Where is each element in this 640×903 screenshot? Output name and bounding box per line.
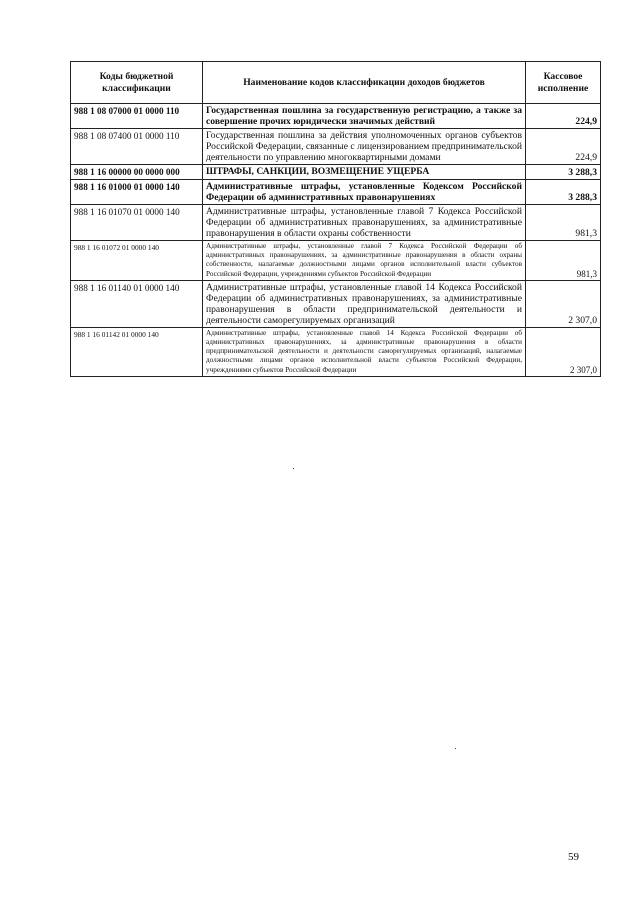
row-code: 988 1 16 01142 01 0000 140 (71, 327, 203, 376)
row-sum: 981,3 (526, 241, 601, 281)
row-code: 988 1 08 07000 01 0000 110 (71, 104, 203, 129)
header-budget-codes: Коды бюджетной классификации (71, 62, 203, 104)
row-code: 988 1 16 01140 01 0000 140 (71, 280, 203, 327)
table-header-row (71, 62, 601, 104)
row-name: Административные штрафы, установленные Кодексом Российской Федерации об административных правонарушениях (203, 180, 526, 205)
row-name: Административные штрафы, установленные главой 7 Кодекса Российской Федерации об административных правонарушениях, за административные правонарушения в области охраны собственности, налагаемые должностными лицами органов исполнительной власти субъектов Российской Федерации, учреждениями субъектов Российской Федерации (203, 241, 526, 281)
row-name: Административные штрафы, установленные главой 7 Кодекса Российской Федерации об административных правонарушениях, за административные правонарушения в области охраны собственности (203, 205, 526, 241)
row-sum: 3 288,3 (526, 165, 601, 180)
row-name: Административные штрафы, установленные главой 14 Кодекса Российской Федерации об административных правонарушениях, за административные правонарушения в области предпринимательской деятельности и деятельности саморегулируемых организаций, налагаемые должностными лицами органов исполнительной власти субъектов Российской Федерации, учреждениями субъектов Российской Федерации (203, 327, 526, 376)
scan-speck (293, 468, 294, 469)
table-row (71, 104, 601, 129)
budget-classification-table (70, 61, 601, 377)
row-sum: 2 307,0 (526, 280, 601, 327)
row-code: 988 1 16 01072 01 0000 140 (71, 241, 203, 281)
row-name: Административные штрафы, установленные главой 14 Кодекса Российской Федерации об административных правонарушениях, за административные правонарушения в области предпринимательской деятельности и деятельности саморегулируемых организаций (203, 280, 526, 327)
header-income-names: Наименование кодов классификации доходов бюджетов (203, 62, 526, 104)
scan-speck (455, 748, 456, 749)
table-row (71, 280, 601, 327)
header-cash-execution: Кассовое исполнение (526, 62, 601, 104)
table-row (71, 327, 601, 376)
row-sum: 3 288,3 (526, 180, 601, 205)
row-code: 988 1 16 00000 00 0000 000 (71, 165, 203, 180)
page-number: 59 (568, 851, 579, 863)
row-code: 988 1 16 01070 01 0000 140 (71, 205, 203, 241)
row-code: 988 1 16 01000 01 0000 140 (71, 180, 203, 205)
row-code: 988 1 08 07400 01 0000 110 (71, 129, 203, 165)
row-name: Государственная пошлина за действия уполномоченных органов субъектов Российской Федерации, связанные с лицензированием предпринимательской деятельности по управлению многоквартирными домами (203, 129, 526, 165)
row-name: Государственная пошлина за государственную регистрацию, а также за совершение прочих юридически значимых действий (203, 104, 526, 129)
table-header (71, 62, 601, 104)
table-row (71, 241, 601, 281)
table-row (71, 180, 601, 205)
row-sum: 224,9 (526, 104, 601, 129)
row-sum: 2 307,0 (526, 327, 601, 376)
row-name: ШТРАФЫ, САНКЦИИ, ВОЗМЕЩЕНИЕ УЩЕРБА (203, 165, 526, 180)
table-row (71, 165, 601, 180)
row-sum: 224,9 (526, 129, 601, 165)
table-row (71, 205, 601, 241)
table-row (71, 129, 601, 165)
table-body (71, 104, 601, 377)
row-sum: 981,3 (526, 205, 601, 241)
